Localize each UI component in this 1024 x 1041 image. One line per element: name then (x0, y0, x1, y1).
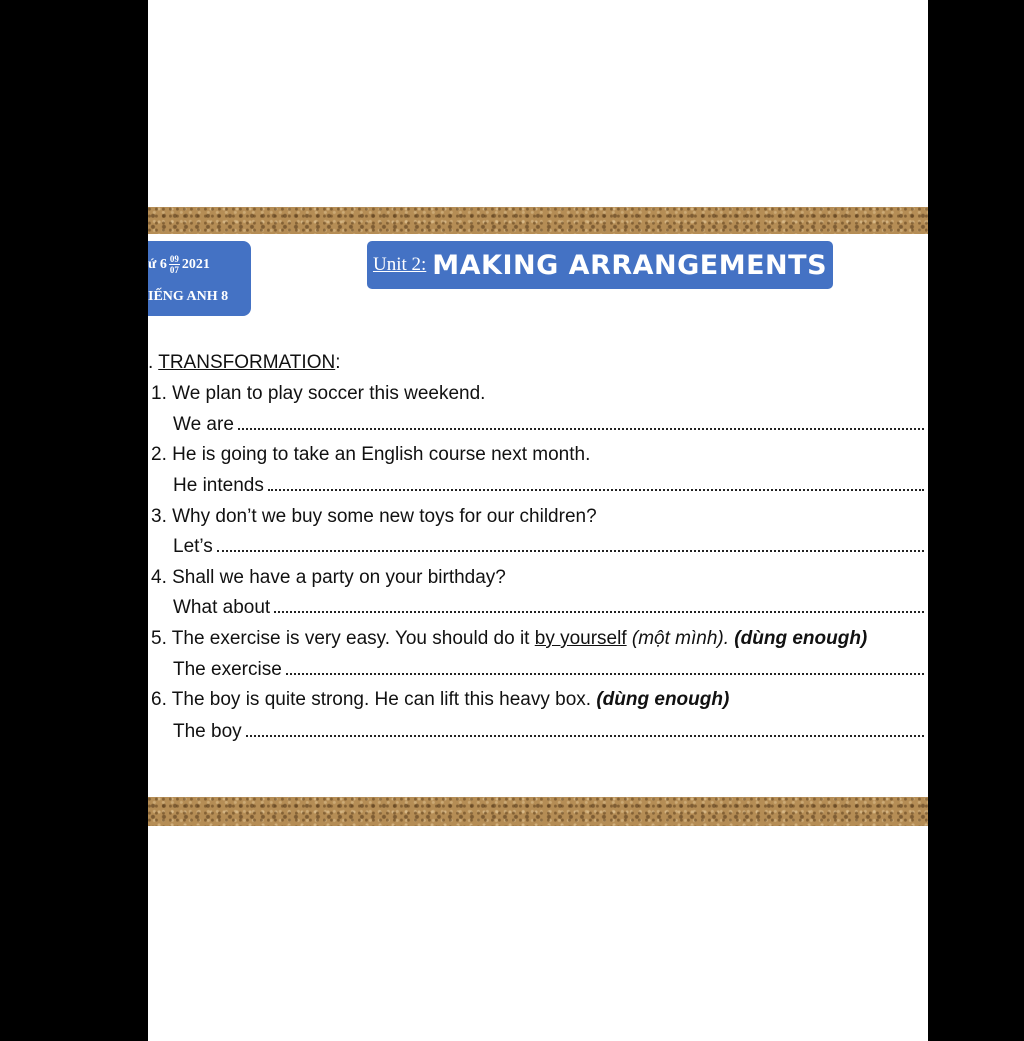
date-denominator: 07 (169, 265, 179, 275)
answer-dots-4[interactable] (274, 597, 924, 613)
answer-dots-5[interactable] (286, 659, 924, 675)
cork-border-bottom (148, 797, 928, 826)
question-1: 1. We plan to play soccer this weekend. (151, 383, 486, 404)
date-fraction (169, 254, 180, 275)
answer-prompt-5: The exercise (173, 659, 282, 680)
question-3: 3. Why don’t we buy some new toys for our children? (151, 506, 597, 527)
answer-dots-3[interactable] (217, 536, 924, 552)
date-year: 2021 (181, 256, 210, 272)
question-5-translation: (một mình). (626, 628, 730, 649)
section-title-text: TRANSFORMATION (158, 352, 336, 373)
question-5-text: 5. The exercise is very easy. You should do it (151, 628, 535, 649)
answer-prompt-1: We are (173, 414, 234, 435)
section-title-prefix: . (148, 352, 159, 373)
question-2: 2. He is going to take an English course next month. (151, 444, 591, 465)
date-line (148, 254, 210, 275)
answer-line-1[interactable] (173, 414, 924, 436)
answer-prompt-3: Let’s (173, 536, 213, 557)
question-5-underlined: by yourself (534, 628, 627, 649)
question-5 (151, 628, 867, 650)
worksheet-page (148, 0, 928, 1041)
date-subject-box (148, 241, 251, 316)
unit-label: Unit 2: (372, 254, 427, 275)
title-banner (367, 241, 833, 289)
answer-line-4[interactable] (173, 597, 924, 619)
question-4: 4. Shall we have a party on your birthday? (151, 567, 506, 588)
answer-prompt-2: He intends (173, 475, 264, 496)
answer-dots-1[interactable] (238, 414, 924, 430)
section-title (148, 352, 340, 374)
question-6-hint: (dùng enough) (591, 689, 730, 710)
answer-line-6[interactable] (173, 721, 924, 743)
cork-border-top (148, 207, 928, 234)
answer-line-2[interactable] (173, 475, 924, 497)
subject-label: IẾNG ANH 8 (148, 289, 229, 304)
date-numerator: 09 (169, 254, 179, 264)
section-title-suffix: : (335, 352, 341, 373)
question-6 (151, 689, 729, 711)
answer-line-3[interactable] (173, 536, 924, 558)
answer-prompt-6: The boy (173, 721, 242, 742)
date-prefix: ứ 6 (148, 256, 167, 272)
question-6-text: 6. The boy is quite strong. He can lift this heavy box. (151, 689, 592, 710)
answer-prompt-4: What about (173, 597, 271, 618)
page-title: MAKING ARRANGEMENTS (432, 249, 828, 281)
answer-dots-2[interactable] (268, 475, 924, 491)
answer-dots-6[interactable] (246, 721, 924, 737)
question-5-hint: (dùng enough) (729, 628, 868, 649)
answer-line-5[interactable] (173, 659, 924, 681)
